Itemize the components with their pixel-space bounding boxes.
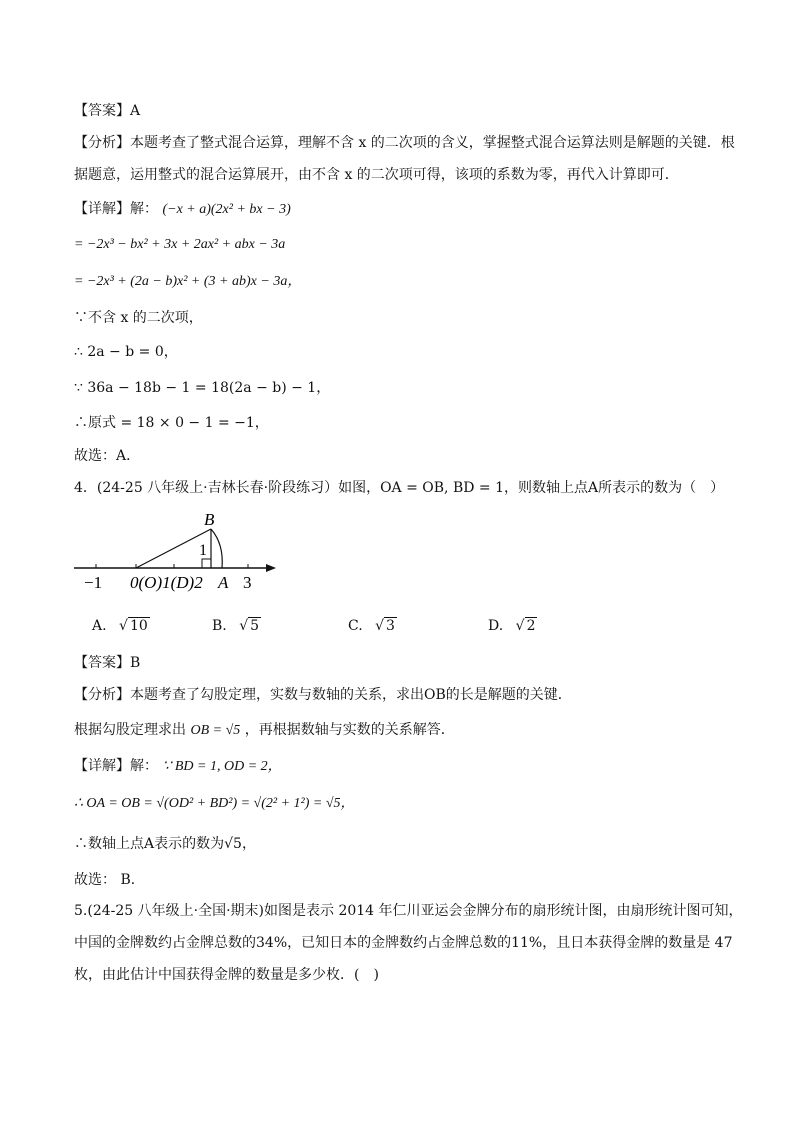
question-4-stem: 4．(24-25 八年级上·吉林长春·阶段练习）如图，OA = OB, BD = 1，则数轴上点A所表示的数为（ ） [74,480,725,496]
option-c[interactable]: C. √ 3 [348,618,395,634]
step-4: ∴ 2a − b = 0， [74,344,178,360]
tick-0-1-2: 0(O)1(D)2 [130,573,203,592]
step-5: ∵ 36a − 18b − 1 = 18(2a − b) − 1， [74,380,331,396]
sqrt-icon: √ 3 [375,618,395,634]
q4-analysis-line-2: 根据勾股定理求出 OB = √5 ，再根据数轴与实数的关系解答． [74,722,455,738]
tick-A: A [218,573,229,592]
choose-line: 故选：A． [74,448,141,464]
detail-label: 【详解】解： [74,201,158,217]
number-line-figure [70,508,310,598]
analysis-line-2: 据题意，运用整式的混合运算展开，由不含 x 的二次项可得，该项的系数为零，再代入计算即可． [74,167,679,183]
detail-expression: (−x + a)(2x² + bx − 3) [162,202,291,217]
step-3: ∵不含 x 的二次项， [74,310,203,326]
option-d[interactable]: D. √ 2 [488,618,536,634]
q4-detail-line: 【详解】解： ∵ BD = 1, OD = 2， [74,758,282,774]
answer-line: 【答案】A [74,103,141,119]
label-B: B [204,510,215,529]
question-5-line-3: 枚，由此估计中国获得金牌的数量是多少枚．( ) [74,967,379,983]
q4-analysis-line-1: 【分析】本题考查了勾股定理，实数与数轴的关系，求出OB的长是解题的关键． [74,687,572,703]
detail-line [74,199,291,220]
sqrt-icon: √ 2 [515,618,536,634]
axis-arrow-icon [266,564,276,572]
option-a[interactable]: A. √ 10 [92,618,148,634]
question-5-line-1: 5.(24-25 八年级上·全国·期末)如图是表示 2014 年仁川亚运会金牌分布的扇形统计图，由扇形统计图可知， [74,903,743,919]
arc-from-B-to-A [211,529,222,568]
q4-choose-line: 故选： B． [74,872,145,888]
step-1: = −2x³ − bx² + 3x + 2ax² + abx − 3a [74,237,286,252]
label-1: 1 [199,542,207,559]
option-b[interactable]: B. √ 5 [212,618,260,634]
question-5-line-2: 中国的金牌数约占金牌总数的34%，已知日本的金牌数约占金牌总数的11%，且日本获得金牌的数量是 47 [74,935,733,951]
right-angle-mark [202,559,211,568]
q4-answer-line: 【答案】B [74,655,141,671]
step-2: = −2x³ + (2a − b)x² + (3 + ab)x − 3a， [74,274,302,289]
sqrt-icon: √ 5 [239,618,260,634]
q4-detail-result: ∴数轴上点A表示的数为√5， [74,836,256,852]
step-6: ∴原式 = 18 × 0 − 1 = −1， [74,415,269,431]
tick-neg1: −1 [84,573,103,592]
analysis-line-1: 【分析】本题考查了整式混合运算，理解不含 x 的二次项的含义，掌握整式混合运算法则是解题的关键．根 [74,135,735,151]
q4-detail-calc: ∴ OA = OB = √(OD² + BD²) = √(2² + 1²) = √5， [74,796,355,811]
tick-3: 3 [243,573,252,592]
sqrt-icon: √ 10 [119,618,148,634]
